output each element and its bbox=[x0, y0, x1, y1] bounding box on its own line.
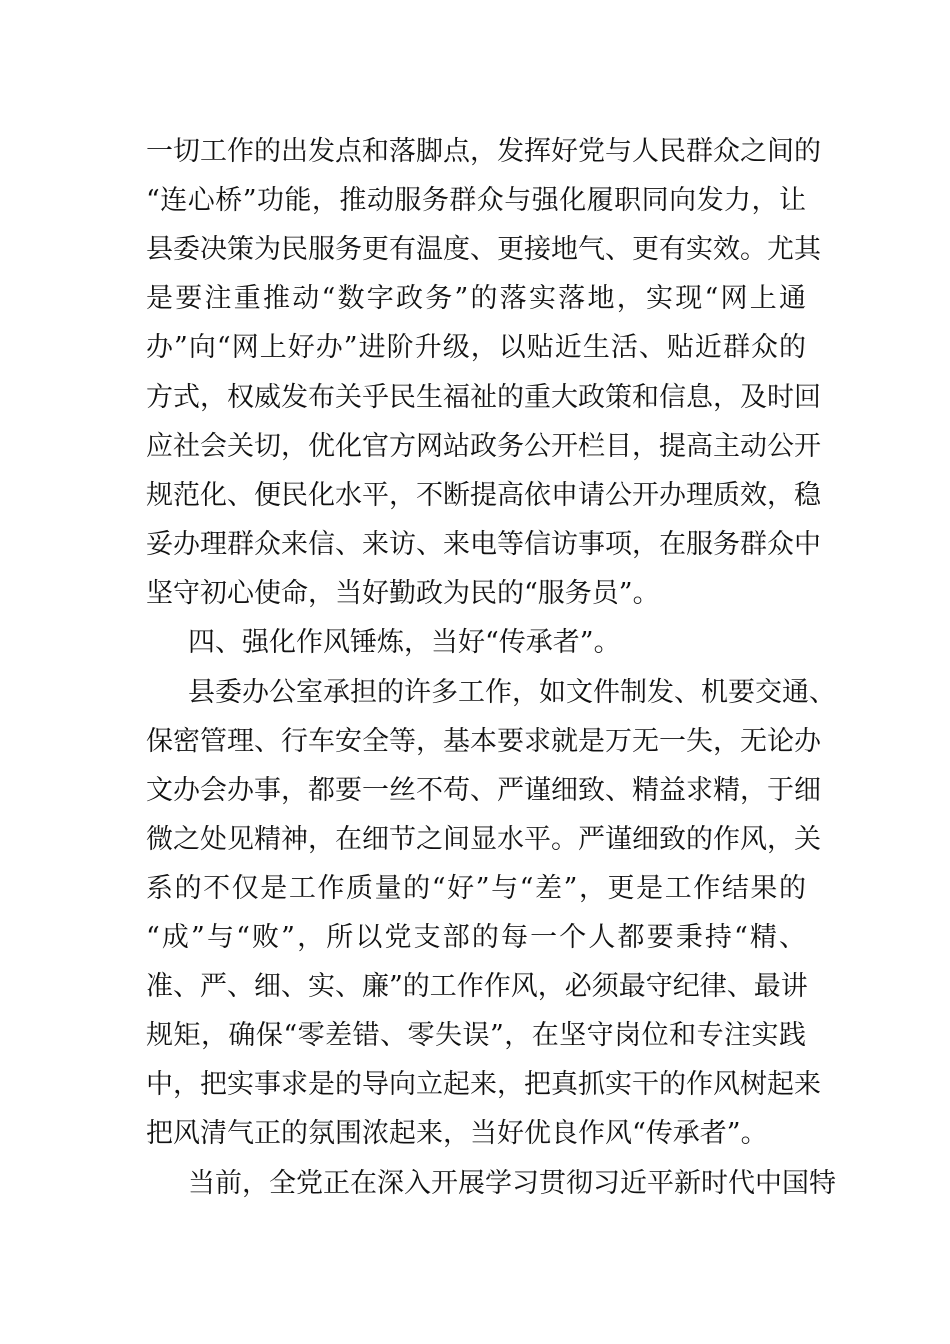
paragraph-line: 规范化、便民化水平，不断提高依申请公开办理质效，稳 bbox=[146, 480, 821, 511]
paragraph-line: 规矩，确保“零差错、零失误”，在坚守岗位和专注实践 bbox=[146, 1020, 806, 1051]
paragraph-line: 县委决策为民服务更有温度、更接地气、更有实效。尤其 bbox=[146, 234, 821, 265]
paragraph-line: 方式，权威发布关乎民生福祉的重大政策和信息，及时回 bbox=[146, 382, 821, 413]
paragraph-line: 办”向“网上好办”进阶升级，以贴近生活、贴近群众的 bbox=[146, 332, 806, 363]
paragraph-line: 一切工作的出发点和落脚点，发挥好党与人民群众之间的 bbox=[146, 136, 821, 167]
paragraph-line: 当前，全党正在深入开展学习贯彻习近平新时代中国特 bbox=[188, 1168, 836, 1199]
paragraph-line: “成”与“败”，所以党支部的每一个人都要秉持“精、 bbox=[146, 922, 806, 953]
paragraph-line: “连心桥”功能，推动服务群众与强化履职同向发力，让 bbox=[146, 185, 806, 216]
paragraph-line: 县委办公室承担的许多工作，如文件制发、机要交通、 bbox=[188, 677, 836, 708]
paragraph-line: 坚守初心使命，当好勤政为民的“服务员”。 bbox=[146, 578, 660, 609]
paragraph-line: 妥办理群众来信、来访、来电等信访事项，在服务群众中 bbox=[146, 529, 821, 560]
paragraph-line: 应社会关切，优化官方网站政务公开栏目，提高主动公开 bbox=[146, 431, 821, 462]
paragraph-line: 保密管理、行车安全等，基本要求就是万无一失，无论办 bbox=[146, 726, 821, 757]
paragraph-line: 是要注重推动“数字政务”的落实落地，实现“网上通 bbox=[146, 283, 806, 314]
paragraph-line: 微之处见精神，在细节之间显水平。严谨细致的作风，关 bbox=[146, 824, 821, 855]
paragraph-line: 准、严、细、实、廉”的工作作风，必须最守纪律、最讲 bbox=[146, 971, 808, 1002]
section-heading: 四、强化作风锤炼，当好“传承者”。 bbox=[188, 627, 621, 658]
paragraph-line: 文办会办事，都要一丝不苟、严谨细致、精益求精，于细 bbox=[146, 775, 821, 806]
paragraph-line: 系的不仅是工作质量的“好”与“差”，更是工作结果的 bbox=[146, 873, 806, 904]
paragraph-line: 把风清气正的氛围浓起来，当好优良作风“传承者”。 bbox=[146, 1118, 768, 1149]
paragraph-line: 中，把实事求是的导向立起来，把真抓实干的作风树起来 bbox=[146, 1069, 821, 1100]
